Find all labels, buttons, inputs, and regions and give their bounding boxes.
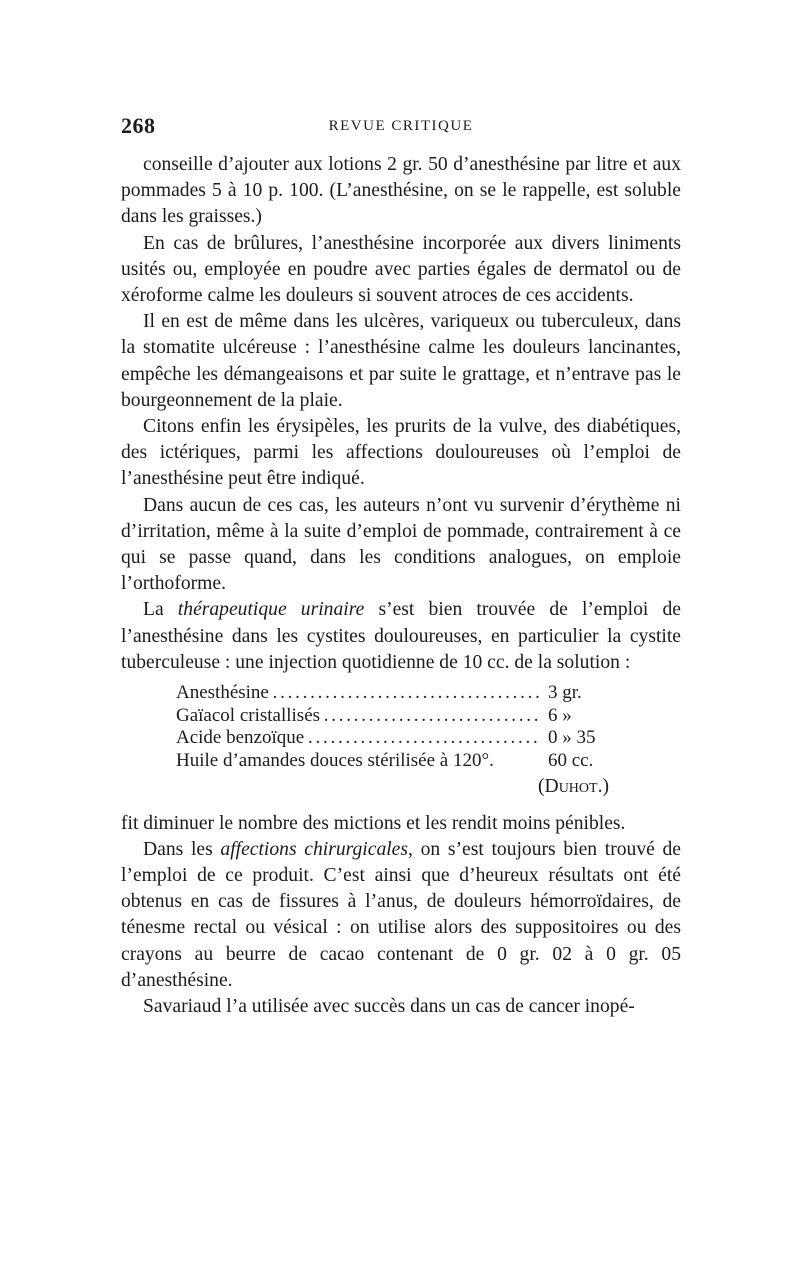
text-segment: La — [143, 599, 178, 621]
paragraph — [121, 837, 681, 994]
paragraph — [121, 493, 681, 598]
ingredient-name: Anesthésine . . . — [176, 682, 542, 705]
paragraph — [121, 597, 681, 676]
ingredient-quantity: 0 » 35 — [548, 727, 596, 749]
formula-row — [176, 682, 626, 705]
paragraphs-before-formula — [121, 152, 681, 676]
paragraph — [121, 994, 681, 1020]
paragraph — [121, 414, 681, 493]
page-number: 268 — [121, 113, 156, 138]
italic-phrase: thérapeutique urinaire — [177, 599, 365, 621]
formula-row — [176, 727, 626, 750]
text-segment: Citons enfin les érysipèles, les prurits de la vulve, des diabétiques, des ictériques, parmi les affections douloureuses où l’emploi de l’anesthésine peut être indiqué. — [121, 416, 681, 490]
paragraph — [121, 309, 681, 414]
italic-phrase: affections chirurgicales — [220, 838, 409, 860]
running-title: REVUE CRITIQUE — [328, 118, 474, 134]
paragraph — [121, 811, 681, 837]
formula-block — [121, 682, 681, 772]
text-segment: Dans les — [143, 838, 221, 860]
formula-row — [176, 750, 626, 773]
ingredient-name: Gaïacol cristallisés . . . — [176, 705, 542, 728]
text-segment: En cas de brûlures, l’anesthésine incorporée aux divers liniments usités ou, employée en poudre avec parties égales de dermatol ou de xéroforme calme les douleurs si souvent atroces de ces accidents. — [121, 232, 681, 307]
text-segment: fit diminuer le nombre des mictions et les rendit moins pénibles. — [121, 812, 626, 834]
formula-row — [176, 705, 626, 728]
text-segment: Savariaud l’a utilisée avec succès dans un cas de cancer inopé- — [143, 996, 635, 1018]
ingredient-quantity: 3 gr. — [548, 682, 582, 704]
ingredient-quantity: 6 » — [548, 704, 572, 726]
ingredient-name: Huile d’amandes douces stérilisée à 120°. — [176, 749, 494, 771]
ingredient-name: Acide benzoïque . . . — [176, 727, 542, 750]
ingredient-quantity: 60 cc. — [548, 749, 594, 771]
text-segment: Il en est de même dans les ulcères, variqueux ou tuberculeux, dans la stomatite ulcéreuse : l’anesthésine calme les douleurs lancinantes, empêche les démangeaisons et par suite le grattage, et n’entrave pas le bourgeonnement de la plaie. — [121, 311, 681, 411]
formula-signature: (Duhot.) — [538, 776, 609, 798]
paragraph — [121, 152, 681, 231]
text-segment: , on s’est toujours bien trouvé de l’emploi de ce produit. C’est ainsi que d’heureux résultats ont été obtenus en cas de fissures à l’anus, de douleurs hémorroïdaires, de ténesme rectal ou vésical : on utilise alors des suppositoires ou des crayons au beurre de cacao contenant de 0 gr. 02 à 0 gr. 05 d’anesthésine. — [121, 838, 681, 991]
text-segment: Dans aucun de ces cas, les auteurs n’ont vu survenir d’érythème ni d’irritation, même à la suite d’emploi de pommade, contrairement à ce qui se passe quand, dans les conditions analogues, on emploie l’orthoforme. — [121, 494, 681, 595]
paragraphs-after-formula — [121, 811, 681, 1021]
text-segment: conseille d’ajouter aux lotions 2 gr. 50 d’anesthésine par litre et aux pommades 5 à 10 p. 100. (L’anesthésine, on se le rappelle, est soluble dans les graisses.) — [121, 154, 681, 228]
body-text — [121, 152, 681, 1020]
paragraph — [121, 231, 681, 310]
text-segment: s’est bien trouvée de l’emploi de l’anesthésine dans les cystites douloureuses, en particulier la cystite tuberculeuse : une injection quotidienne de 10 cc. de la solution : — [121, 599, 681, 673]
page-header — [121, 113, 681, 143]
